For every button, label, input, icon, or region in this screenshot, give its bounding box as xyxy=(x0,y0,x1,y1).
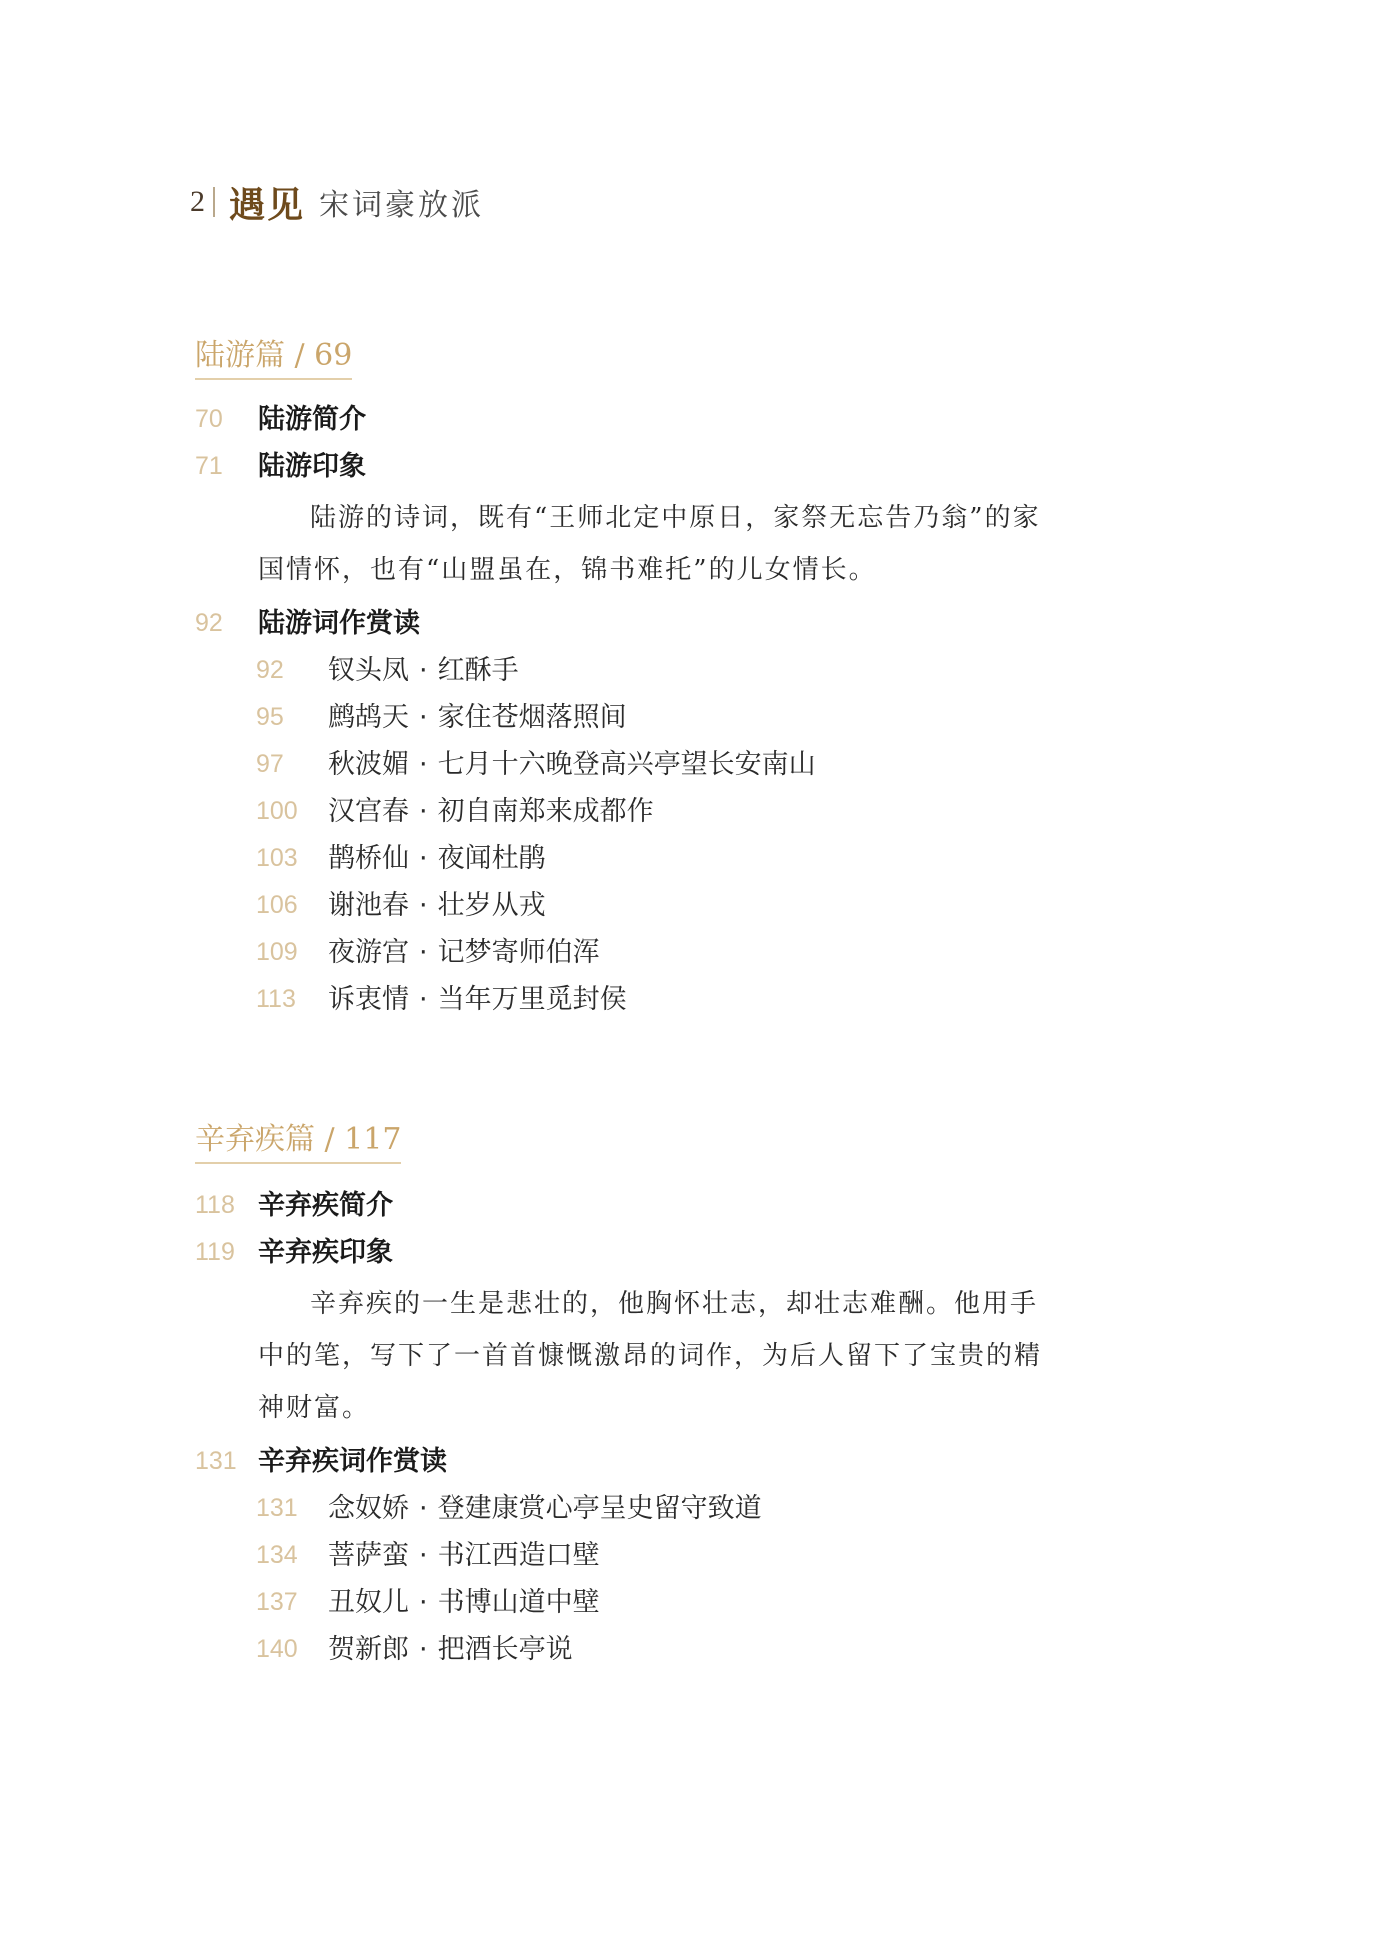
section-title-luyou[interactable]: 陆游篇 / 69 xyxy=(195,330,352,380)
work-tune: 秋波媚 xyxy=(328,749,409,780)
work-label xyxy=(328,976,627,1023)
entry-label: 辛弃疾简介 xyxy=(258,1190,393,1221)
separator-dot: · xyxy=(419,1540,428,1571)
work-label xyxy=(328,647,519,694)
work-page: 113 xyxy=(256,985,296,1013)
work-page: 140 xyxy=(256,1635,298,1663)
entry-page: 118 xyxy=(195,1191,235,1219)
separator-dot: · xyxy=(419,890,428,921)
work-title: 初自南郑来成都作 xyxy=(437,796,654,827)
work-page: 100 xyxy=(256,797,298,825)
work-label xyxy=(328,882,546,929)
work-tune: 汉宫春 xyxy=(328,796,409,827)
work-title: 把酒长亭说 xyxy=(437,1634,573,1665)
toc-entry-reading[interactable] xyxy=(0,1438,1386,1485)
separator-dot: · xyxy=(419,702,428,733)
work-tune: 诉衷情 xyxy=(328,984,409,1015)
works-list xyxy=(0,1485,1386,1673)
entry-page: 71 xyxy=(195,452,223,480)
work-item[interactable] xyxy=(0,1626,1386,1673)
work-title: 夜闻杜鹃 xyxy=(437,843,546,874)
work-tune: 念奴娇 xyxy=(328,1493,409,1524)
entry-label: 陆游简介 xyxy=(258,404,366,435)
work-page: 92 xyxy=(256,656,284,684)
book-title: 宋词豪放派 xyxy=(319,188,485,223)
work-tune: 贺新郎 xyxy=(328,1634,409,1665)
work-label xyxy=(328,741,816,788)
work-item[interactable] xyxy=(0,976,1386,1023)
running-header xyxy=(190,178,484,226)
work-page: 95 xyxy=(256,703,284,731)
work-item[interactable] xyxy=(0,835,1386,882)
work-page: 106 xyxy=(256,891,298,919)
toc-entry-intro[interactable] xyxy=(0,396,1386,443)
work-title: 记梦寄师伯浑 xyxy=(437,937,600,968)
work-tune: 鹧鸪天 xyxy=(328,702,409,733)
section-xinqiji xyxy=(0,1182,1386,1673)
brand-logo: 遇见 xyxy=(229,183,306,226)
work-page: 134 xyxy=(256,1541,298,1569)
work-page: 103 xyxy=(256,844,298,872)
work-item[interactable] xyxy=(0,741,1386,788)
toc-entry-impression[interactable] xyxy=(0,443,1386,490)
work-item[interactable] xyxy=(0,647,1386,694)
work-page: 131 xyxy=(256,1494,298,1522)
entry-page: 70 xyxy=(195,405,223,433)
work-page: 97 xyxy=(256,750,284,778)
work-item[interactable] xyxy=(0,1485,1386,1532)
work-label xyxy=(328,1485,762,1532)
separator-dot: · xyxy=(419,655,428,686)
work-label xyxy=(328,1579,600,1626)
entry-page: 92 xyxy=(195,609,223,637)
section-description: 辛弃疾的一生是悲壮的，他胸怀壮志，却壮志难酬。他用手中的笔，写下了一首首慷慨激昂的词作，为后人留下了宝贵的精神财富。 xyxy=(258,1289,1043,1423)
entry-page: 119 xyxy=(195,1238,235,1266)
section-title-xinqiji[interactable]: 辛弃疾篇 / 117 xyxy=(195,1114,401,1164)
work-title: 书江西造口壁 xyxy=(437,1540,600,1571)
separator-dot: · xyxy=(419,1587,428,1618)
entry-label: 陆游词作赏读 xyxy=(258,608,420,639)
work-item[interactable] xyxy=(0,788,1386,835)
work-title: 壮岁从戎 xyxy=(437,890,546,921)
work-title: 登建康赏心亭呈史留守致道 xyxy=(437,1493,762,1524)
separator-dot: · xyxy=(419,749,428,780)
work-tune: 夜游宫 xyxy=(328,937,409,968)
work-label xyxy=(328,694,627,741)
toc-entry-intro[interactable] xyxy=(0,1182,1386,1229)
work-title: 七月十六晚登高兴亭望长安南山 xyxy=(437,749,816,780)
separator-dot: · xyxy=(419,1634,428,1665)
separator-dot: · xyxy=(419,843,428,874)
work-label xyxy=(328,788,654,835)
work-title: 书博山道中壁 xyxy=(437,1587,600,1618)
work-tune: 鹊桥仙 xyxy=(328,843,409,874)
page-number: 2 xyxy=(190,185,205,218)
separator-dot: · xyxy=(419,1493,428,1524)
separator-dot: · xyxy=(419,984,428,1015)
entry-label: 辛弃疾印象 xyxy=(258,1237,393,1268)
work-item[interactable] xyxy=(0,929,1386,976)
work-tune: 菩萨蛮 xyxy=(328,1540,409,1571)
section-luyou xyxy=(0,396,1386,1023)
work-tune: 谢池春 xyxy=(328,890,409,921)
toc-entry-impression[interactable] xyxy=(0,1229,1386,1276)
work-item[interactable] xyxy=(0,1532,1386,1579)
separator-dot: · xyxy=(419,796,428,827)
entry-page: 131 xyxy=(195,1447,237,1475)
work-tune: 丑奴儿 xyxy=(328,1587,409,1618)
work-label xyxy=(328,929,600,976)
work-item[interactable] xyxy=(0,1579,1386,1626)
work-tune: 钗头凤 xyxy=(328,655,409,686)
work-label xyxy=(328,835,546,882)
work-page: 137 xyxy=(256,1588,298,1616)
toc-entry-reading[interactable] xyxy=(0,600,1386,647)
entry-label: 辛弃疾词作赏读 xyxy=(258,1446,447,1477)
work-title: 家住苍烟落照间 xyxy=(437,702,627,733)
work-label xyxy=(328,1626,573,1673)
work-title: 当年万里觅封侯 xyxy=(437,984,627,1015)
work-item[interactable] xyxy=(0,694,1386,741)
header-divider xyxy=(213,187,215,217)
work-item[interactable] xyxy=(0,882,1386,929)
separator-dot: · xyxy=(419,937,428,968)
work-label xyxy=(328,1532,600,1579)
work-page: 109 xyxy=(256,938,298,966)
works-list xyxy=(0,647,1386,1023)
section-description: 陆游的诗词，既有“王师北定中原日，家祭无忘告乃翁”的家国情怀，也有“山盟虽在，锦书难托”的儿女情长。 xyxy=(258,503,1041,585)
work-title: 红酥手 xyxy=(437,655,519,686)
entry-label: 陆游印象 xyxy=(258,451,366,482)
